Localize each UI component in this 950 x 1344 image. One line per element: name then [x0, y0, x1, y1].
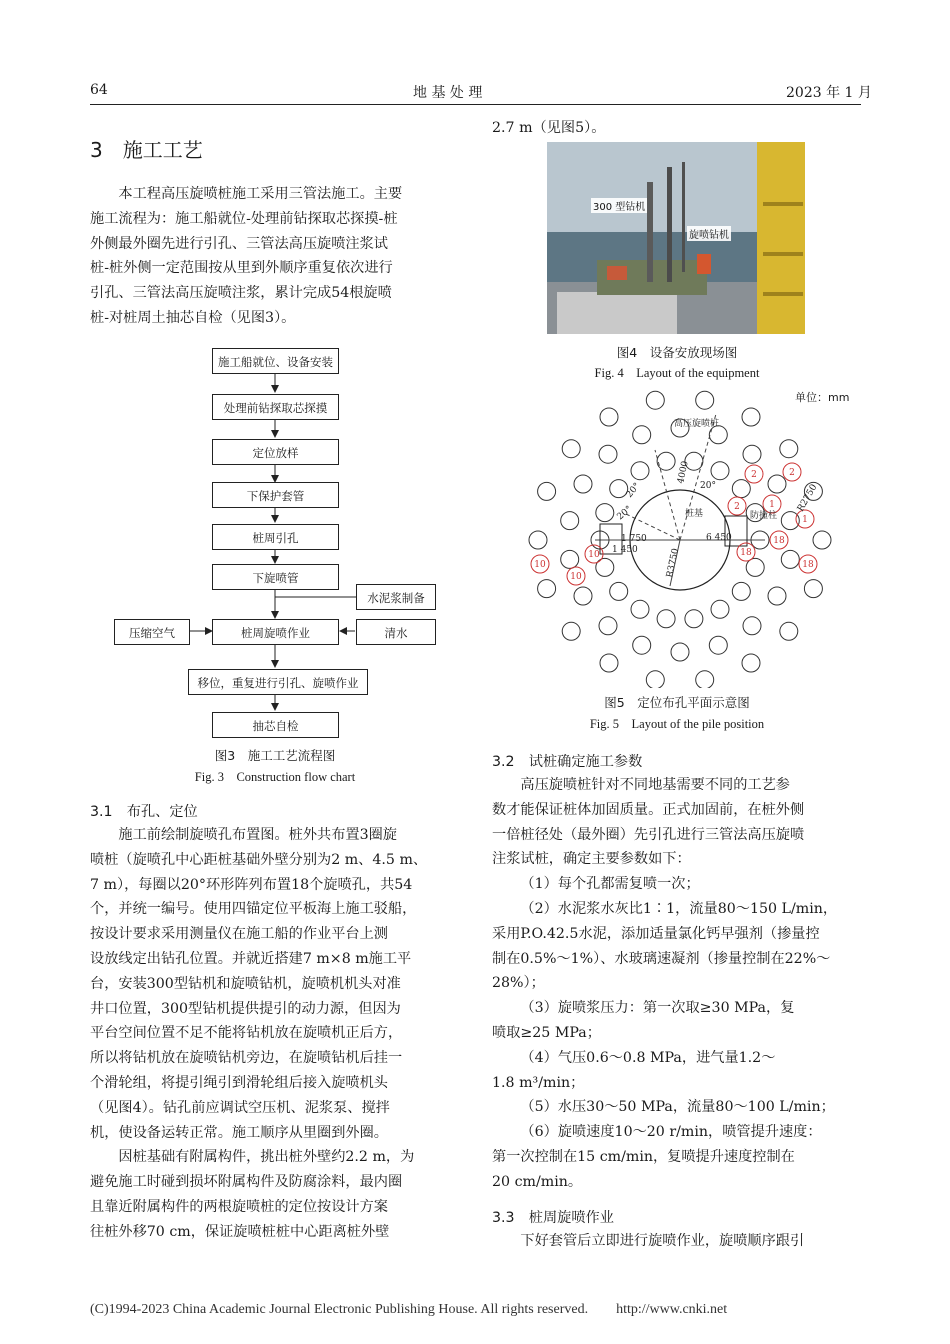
pile-base-label: 桩基	[685, 509, 704, 519]
fig3-caption-en: Fig. 3 Construction flow chart	[194, 770, 356, 784]
jet-hole	[696, 671, 714, 688]
flow-step: 定位放样	[212, 439, 339, 465]
equipment-photo	[547, 142, 805, 334]
section-3-2-title: 3.2 试桩确定施工参数	[492, 754, 643, 770]
hole-number: 18	[802, 560, 814, 570]
text-line: （6）旋喷速度10～20 r/min，喷管提升速度：	[520, 1124, 822, 1141]
jet-hole	[711, 600, 729, 618]
jet-hole	[743, 445, 761, 463]
text-line: 往桩外移70 cm，保证旋喷桩桩中心距离桩外壁	[90, 1223, 390, 1240]
hole-number: 18	[773, 536, 785, 546]
jet-hole	[631, 462, 649, 480]
hole-number: 18	[740, 548, 752, 558]
text-line: 井口位置，300型钻机提供提引的动力源，但因为	[90, 1000, 401, 1017]
jet-hole	[631, 600, 649, 618]
jet-hole	[742, 654, 760, 672]
dim-label: 20°	[615, 504, 635, 523]
section-3-1-body	[90, 823, 460, 1245]
text-line: 个，并统一编号。使用四锚定位平板海上施工驳船，	[90, 901, 417, 918]
jet-hole	[709, 636, 727, 654]
text-line: 喷取≥25 MPa；	[492, 1024, 601, 1041]
hole-number: 2	[734, 502, 740, 512]
jet-hole	[600, 654, 618, 672]
jet-hole	[561, 550, 579, 568]
text-line: （2）水泥浆水灰比1∶1，流量80～150 L/min，	[520, 900, 838, 917]
dim-label: 1 750	[621, 534, 647, 544]
text-line: 喷桩（旋喷孔中心距桩基础外壁分别为2 m、4.5 m、	[90, 851, 428, 868]
jet-hole	[742, 408, 760, 426]
flow-step: 移位，重复进行引孔、旋喷作业	[188, 669, 368, 695]
dim-label: 4000	[676, 460, 691, 485]
jet-hole	[743, 617, 761, 635]
jet-hole	[600, 408, 618, 426]
jet-hole	[562, 440, 580, 458]
text-line: 1.8 m³/min；	[492, 1074, 585, 1091]
jet-hole	[633, 426, 651, 444]
section-3-1-continued	[492, 116, 862, 141]
jet-hole	[768, 475, 786, 493]
hole-number: 2	[751, 470, 757, 480]
jet-hole	[529, 531, 547, 549]
pile-layout-svg	[520, 388, 860, 688]
jet-hole	[538, 580, 556, 598]
section-3-3-body	[492, 1229, 862, 1254]
jet-hole	[574, 475, 592, 493]
flow-side-air: 压缩空气	[114, 619, 190, 645]
hole-number: 10	[570, 572, 582, 582]
jet-hole	[780, 622, 798, 640]
jet-pile-label: 高压旋喷桩	[674, 419, 720, 429]
text-line: 制在0.5%～1%）、水玻璃速凝剂（掺量控制在22%～	[492, 950, 831, 967]
flow-side-cement: 水泥浆制备	[356, 584, 436, 610]
text-line: 注浆试桩，确定主要参数如下：	[492, 851, 691, 868]
jet-hole	[711, 462, 729, 480]
text-line: 平台空间位置不足不能将钻机放在旋喷机正后方，	[90, 1025, 403, 1042]
text-line: （3）旋喷浆压力：第一次取≥30 MPa，复	[520, 1000, 795, 1017]
jet-hole	[671, 643, 689, 661]
hole-number: 1	[769, 500, 775, 510]
hole-number: 1	[802, 515, 808, 525]
text-line: 按设计要求采用测量仪在施工船的作业平台上测	[90, 926, 388, 943]
jet-hole	[732, 480, 750, 498]
jet-hole	[781, 550, 799, 568]
jet-hole	[633, 636, 651, 654]
text-line: 所以将钻机放在旋喷钻机旁边，在旋喷钻机后挂一	[90, 1050, 403, 1067]
text-line: 数才能保证桩体加固质量。正式加固前，在桩外侧	[492, 801, 805, 818]
text-line: 20 cm/min。	[492, 1173, 583, 1190]
hole-number: 2	[789, 468, 795, 478]
jet-hole	[610, 582, 628, 600]
flow-step: 施工船就位、设备安装	[212, 348, 339, 374]
section-3-title: 3 施工工艺	[90, 138, 203, 162]
jet-hole	[538, 482, 556, 500]
text-line: 下好套管后立即进行旋喷作业，旋喷顺序跟引	[520, 1233, 805, 1249]
flow-chart	[90, 342, 460, 742]
jet-hole	[804, 580, 822, 598]
text-line: （4）气压0.6～0.8 MPa，进气量1.2～	[520, 1049, 776, 1066]
dim-label: R2750	[795, 482, 820, 514]
flow-side-water: 清水	[356, 619, 436, 645]
jet-hole	[780, 440, 798, 458]
jet-hole	[561, 512, 579, 530]
jet-hole	[696, 391, 714, 409]
jet-hole	[813, 531, 831, 549]
equipment-photo-graphic	[547, 142, 805, 334]
jet-hole	[596, 558, 614, 576]
dim-label: R3750	[665, 547, 682, 579]
text-line: 28%）；	[492, 975, 545, 992]
fig4-caption-en: Fig. 4 Layout of the equipment	[594, 366, 760, 380]
section-3-3-title: 3.3 桩周旋喷作业	[492, 1210, 614, 1226]
fig4-caption-zh: 图4 设备安放现场图	[616, 345, 738, 360]
copyright-footer: (C)1994-2023 China Academic Journal Electronic Publishing House. All rights reserved. http://www.cnki.net	[90, 1302, 728, 1317]
jet-hole	[599, 445, 617, 463]
flow-step: 下旋喷管	[212, 564, 339, 590]
flow-step: 桩周引孔	[212, 524, 339, 550]
section-3-2-body	[492, 773, 862, 1195]
text-line: 设放线定出钻孔位置。并就近搭建7 m×8 m施工平	[90, 950, 412, 967]
text-line: 2.7 m（见图5）。	[492, 120, 606, 136]
text-line: （5）水压30～50 MPa，流量80～100 L/min；	[520, 1099, 835, 1116]
jet-hole	[599, 617, 617, 635]
dim-label: 6 450	[706, 533, 732, 543]
hole-number: 10	[534, 560, 546, 570]
text-line: （1）每个孔都需复喷一次；	[520, 876, 700, 893]
text-line: 一倍桩径处（最外圈）先引孔进行三管法高压旋喷	[492, 826, 805, 843]
jet-hole	[596, 504, 614, 522]
jet-hole	[646, 671, 664, 688]
section-3-1-title: 3.1 布孔、定位	[90, 804, 198, 820]
flow-step: 抽芯自检	[212, 712, 339, 738]
section-3-intro	[90, 182, 460, 331]
text-line: 外侧最外圈先进行引孔、三管法高压旋喷注浆试	[90, 235, 388, 252]
text-line: 高压旋喷桩针对不同地基需要不同的工艺参	[520, 777, 790, 793]
fig5-unit: 单位：mm	[795, 391, 850, 404]
jet-hole	[685, 610, 703, 628]
text-line: 引孔、三管法高压旋喷注浆，累计完成54根旋喷	[90, 285, 392, 302]
dim-label: 1 450	[612, 545, 638, 555]
fig3-caption-zh: 图3 施工工艺流程图	[214, 748, 336, 763]
issue-date: 2023 年 1 月	[786, 85, 872, 101]
text-line: 避免施工时碰到损坏附属构件及防腐涂料，最内圈	[90, 1174, 403, 1191]
jet-hole	[732, 582, 750, 600]
text-line: 本工程高压旋喷桩施工采用三管法施工。主要	[118, 186, 403, 202]
dim-label: 20°	[700, 481, 716, 491]
text-line: 7 m），每圈以20°环形阵列布置18个旋喷孔，共54	[90, 876, 413, 893]
text-line: 施工流程为：施工船就位-处理前钻探取芯探摸-桩	[90, 210, 398, 227]
text-line: 施工前绘制旋喷孔布置图。桩外共布置3圈旋	[118, 827, 397, 843]
hole-number: 10	[588, 550, 600, 560]
text-line: 台，安装300型钻机和旋喷钻机，旋喷机机头对准	[90, 975, 401, 992]
text-line: 采用P.O.42.5水泥，添加适量氯化钙早强剂（掺量控	[492, 925, 820, 942]
text-line: 第一次控制在15 cm/min，复喷提升速度控制在	[492, 1148, 795, 1165]
jet-hole	[768, 587, 786, 605]
fig5-caption-en: Fig. 5 Layout of the pile position	[589, 717, 765, 731]
flow-step: 下保护套管	[212, 482, 339, 508]
page-number: 64	[90, 82, 108, 98]
jet-hole	[574, 587, 592, 605]
text-line: 桩-桩外侧一定范围按从里到外顺序重复依次进行	[90, 260, 393, 277]
jet-hole	[657, 610, 675, 628]
jet-hole	[562, 622, 580, 640]
text-line: 个滑轮组，将提引绳引到滑轮组后接入旋喷机头	[90, 1074, 388, 1091]
text-line: 且靠近附属构件的两根旋喷桩的定位按设计方案	[90, 1198, 388, 1215]
dim-label: 20°	[624, 481, 643, 500]
text-line: （见图4）。钻孔前应调试空压机、泥浆泵、搅拌	[90, 1099, 390, 1116]
flow-step: 桩周旋喷作业	[212, 619, 339, 645]
jet-hole	[646, 391, 664, 409]
flow-step: 处理前钻探取芯探摸	[212, 394, 339, 420]
pile-layout-diagram	[520, 388, 860, 688]
text-line: 桩-对桩周土抽芯自检（见图3）。	[90, 309, 296, 326]
photo-label-jet: 旋喷钻机	[687, 226, 731, 241]
jet-hole	[657, 452, 675, 470]
anticollision-label: 防撞柱	[750, 511, 778, 521]
jet-hole	[746, 558, 764, 576]
text-line: 机，使设备运转正常。施工顺序从里圈到外圈。	[90, 1124, 388, 1141]
fig5-caption-zh: 图5 定位布孔平面示意图	[604, 695, 750, 710]
photo-label-drill300: 300 型钻机	[591, 198, 647, 213]
text-line: 因桩基础有附属构件，挑出桩外壁约2.2 m，为	[118, 1149, 415, 1166]
journal-name: 地 基 处 理	[413, 85, 483, 101]
header-rule	[90, 104, 861, 105]
